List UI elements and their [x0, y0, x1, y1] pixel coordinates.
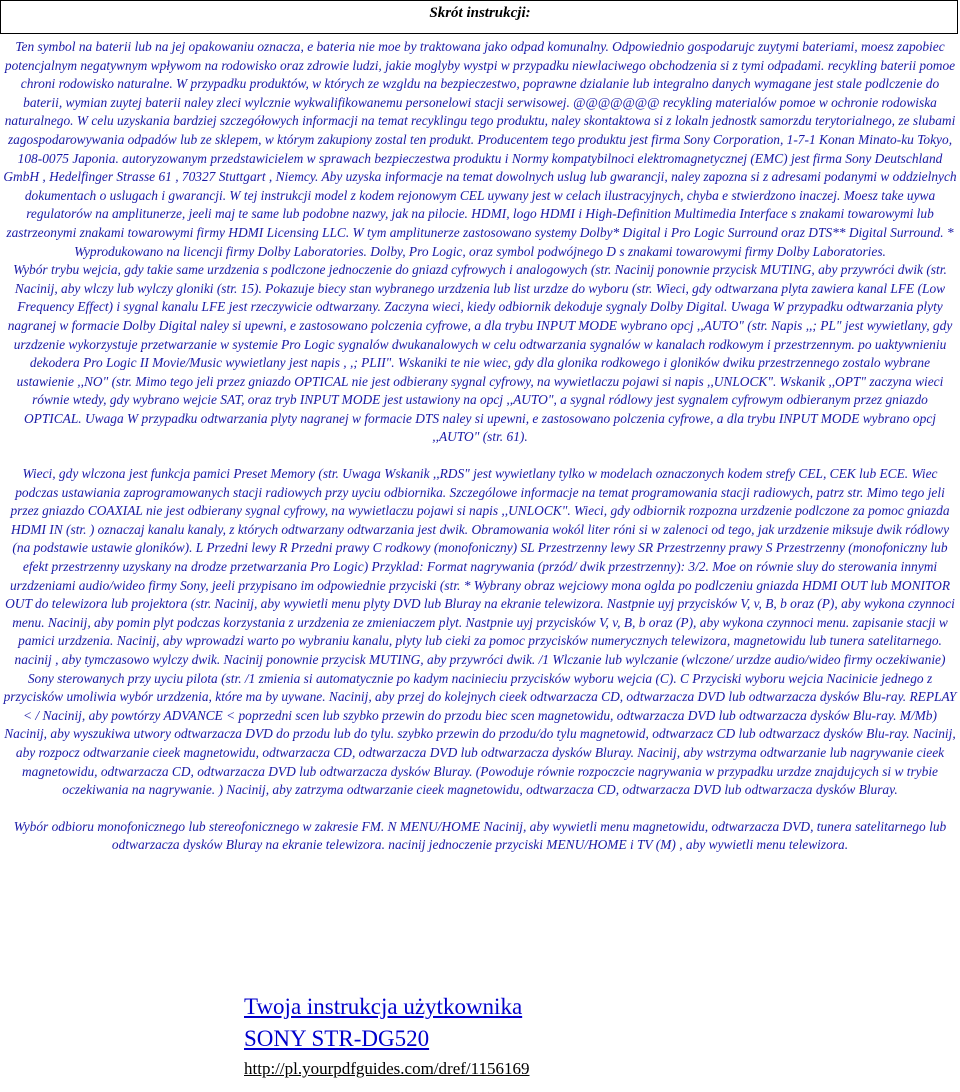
paragraph-fm-reception: Wybór odbioru monofonicznego lub stereofonicznego w zakresie FM. N MENU/HOME Nacinij, aby wywietli menu magnetowidu, odtwarzacza DVD, tunera satelitarnego lub odtwarzacza dysków Bluray na ekranie telewizora. nacinij jednoczenie przyciski MENU/HOME i TV (M) , aby wywietli menu telewizora. — [13, 818, 947, 853]
header-title: Skrót instrukcji: — [429, 5, 531, 21]
manual-title-link[interactable]: Twoja instrukcja użytkownika — [244, 994, 523, 1019]
paragraph-spacer — [3, 800, 957, 818]
paragraph-preset-memory: Wieci, gdy wlczona jest funkcja pamici Preset Memory (str. Uwaga Wskanik ,,RDS" jest wywietlany tylko w modelach oznaczonych kodem strefy CEL, CEK lub ECE. Wiec podczas ustawiania zaprogramowanych stacji radiowych przy uyciu odbiornika. Szczególowe informacje na temat programowania stacji radiowych, patrz str. Mimo tego jeli przez gniazdo COAXIAL nie jest odbierany sygnal cyfrowy, na wywietlaczu pojawi si napis ,,UNLOCK". Wieci, gdy odbiornik rozpozna urzdzenie podlczone za pomoc gniazda HDMI IN (str. ) oznaczaj kanalu kanaly, z których odtwarzany odtwarzania jest dwik. Obramowania wokól liter róni si w zalenoci od tego, jak urzdzenie miksuje dwik ródlowy (na podstawie ustawie gloników). L Przedni lewy R Przedni prawy C rodkowy (monofoniczny) SL Przestrzenny lewy SR Przestrzenny prawy S Przestrzenny (monofoniczny lub efekt przestrzenny uzyskany na drodze przetwarzania Pro Logic) Przyklad: Format nagrywania (przód/ dwik przestrzenny): 3/2. Moe on równie sluy do sterowania innymi urzdzeniami audio/wideo firmy Sony, jeeli przypisano im odpowiednie przyciski (str. * Wybrany obraz wejciowy mona oglda po podlczeniu gniazda HDMI OUT lub MONITOR OUT do telewizora lub projektora (str. Nacinij, aby wywietli menu plyty DVD lub Bluray na ekranie telewizora. Nastpnie uyj przycisków V, v, B, b oraz (P), aby wykona czynnoci menu. Nacinij, aby pomin plyt podczas korzystania z urzdzenia ze zmieniaczem plyt. Nastpnie uyj przycisków V, v, B, b oraz (P), aby wykona czynnoci menu. zapisanie stacji w pamici urzdzenia. Nacinij, aby wprowadzi warto po wybraniu kanalu, plyty lub cieki za pomoc przycisków numerycznych telewizora, magnetowidu lub tunera satelitarnego. nacinij , aby tymczasowo wylczy dwik. Nacinij ponownie przycisk MUTING, aby przywróci dwik. /1 Wlczanie lub wylczanie (wlczone/ urzdze audio/wideo firmy oczekiwanie) Sony sterowanych przy uyciu pilota (str. /1 zmienia si automatycznie po kadym nacinieciu przycisków wyboru wejcia (C). C Przyciski wyboru wejcia Nacinicie jednego z przycisków umoliwia wybór urzdzenia, które ma by uywane. Nacinij, aby przej do kolejnych cieek odtwarzacza CD, odtwarzacza DVD lub odtwarzacza dysków Blu-ray. REPLAY < / Nacinij, aby powtórzy ADVANCE < poprzedni scen lub szybko przewin do przodu biec scen magnetowidu, odtwarzacza DVD lub odtwarzacza dysków Blu-ray. M/Mb) Nacinij, aby wyszukiwa utwory odtwarzacza DVD do przodu lub do tylu. szybko przewin do przodu/do tylu magnetowid, odtwarzacz CD lub odtwarzacz dysków Blu-ray. Nacinij, aby rozpocz odtwarzanie cieek magnetowidu, odtwarzacza CD, odtwarzacza DVD lub odtwarzacza dysków Bluray. Nacinij, aby wstrzyma odtwarzanie lub nagrywanie cieek magnetowidu, odtwarzacza CD, odtwarzacza DVD lub odtwarzacza dysków Bluray. (Powoduje równie rozpoczcie nagrywania w przypadku urzdze znajdujcych si w trybie oczekiwania na nagrywanie. ) Nacinij, aby zatrzyma odtwarzanie cieek magnetowidu, odtwarzacza CD, odtwarzacza DVD lub odtwarzacza dysków Bluray. — [3, 466, 957, 798]
summary-header — [0, 0, 958, 34]
paragraph-input-mode: Wybór trybu wejcia, gdy takie same urzdzenia s podlczone jednoczenie do gniazd cyfrowych i analogowych (str. Nacinij ponownie przycisk MUTING, aby przywróci dwik (str. Nacinij, aby wlczy lub wylczy gloniki (str. 15). Pokazuje biecy stan wybranego urzdzenia lub list urzdze do wyboru (str. Wieci, gdy odtwarzana plyta zawiera kanal LFE (Low Frequency Effect) i sygnal kanalu LFE jest rzeczywicie odtwarzany. Zaczyna wieci, kiedy odbiornik dekoduje sygnaly Dolby Digital. Uwaga W przypadku odtwarzania plyty nagranej w formacie Dolby Digital naley si upewni, e zastosowano polczenia cyfrowe, a dla trybu INPUT MODE wybrano opcj ,,AUTO" (str. Napis ,,; PL" jest wywietlany, gdy urzdzenie wykorzystuje przetwarzanie w systemie Pro Logic sygnalów dwukanalowych w celu odtwarzania sygnalów w kanalach rodkowym i przestrzennym. po uaktywnieniu dekodera Pro Logic II Movie/Music wywietlany jest napis , ,; PLII". Wskaniki te nie wiec, gdy dla glonika rodkowego i gloników dwiku przestrzennego zostalo wybrane ustawienie ,,NO" (str. Mimo tego jeli przez gniazdo OPTICAL nie jest odbierany sygnal cyfrowy, na wywietlaczu pojawi si napis ,,UNLOCK". Wskanik ,,OPT" zaczyna wieci równie wtedy, gdy wybrano wejcie SAT, oraz tryb INPUT MODE jest ustawiony na opcj ,,AUTO", a sygnal ródlowy jest sygnalem cyfrowym odbieranym przez gniazdo OPTICAL. Uwaga W przypadku odtwarzania plyty nagranej w formacie DTS naley si upewni, e zastosowano polczenia cyfrowe, a dla trybu INPUT MODE wybrano opcj ,,AUTO" (str. 61). — [7, 262, 953, 445]
guide-url-link[interactable]: http://pl.yourpdfguides.com/dref/1156169 — [244, 1059, 530, 1078]
model-name-link[interactable]: SONY STR-DG520 — [244, 1026, 430, 1051]
paragraph-spacer — [3, 447, 957, 465]
document-body — [3, 38, 957, 855]
paragraph-battery-info: Ten symbol na baterii lub na jej opakowaniu oznacza, e bateria nie moe by traktowana jako odpad komunalny. Odpowiednio gospodarujc zuytymi bateriami, moesz zapobiec potencjalnym negatywnym wpływom na rodowisko oraz zdrowie ludzi, jakie moglyby wystpi w przypadku niewlaciwego obchodzenia si z tymi odpadami. recykling baterii pomoe chroni rodowisko naturalne. W przypadku produktów, w których ze wzgldu na bezpieczestwo, poprawne dzialanie lub integralno danych wymagane jest stale podlczenie do baterii, wymian zuytej baterii naley zleci wylcznie wykwalifikowanemu personelowi stacji serwisowej. @@@@@@@ recykling materialów pomoe w ochronie rodowiska naturalnego. W celu uzyskania bardziej szczegółowych informacji na temat recyklingu tego produktu, naley skontaktowa si z lokaln jednostk samorzdu terytorialnego, ze slubami zagospodarowywania odpadów lub ze sklepem, w którym zakupiony zostal ten produkt. Producentem tego produktu jest firma Sony Corporation, 1-7-1 Konan Minato-ku Tokyo, 108-0075 Japonia. autoryzowanym przedstawicielem w sprawach bezpieczestwa produktu i Normy kompatybilnoci elektromagnetycznej (EMC) jest firma Sony Deutschland GmbH , Hedelfinger Strasse 61 , 70327 Stuttgart , Niemcy. Aby uzyska informacje na temat dowolnych uslug lub gwarancji, naley zapozna si z adresami podanymi w oddzielnych dokumentach o uslugach i gwarancji. W tej instrukcji model z kodem rejonowym CEL uywany jest w celach ilustracyjnych, chyba e stwierdzono inaczej. Moesz take uywa regulatorów na amplitunerze, jeeli maj te same lub podobne nazwy, jak na pilocie. HDMI, logo HDMI i High-Definition Multimedia Interface s znakami towarowymi lub zastrzeonymi znakami towarowymi firmy HDMI Licensing LLC. W tym amplitunerze zastosowano systemy Dolby* Digital i Pro Logic Surround oraz DTS** Digital Surround. * Wyprodukowano na licencji firmy Dolby Laboratories. Dolby, Pro Logic, oraz symbol podwójnego D s znakami towarowymi firmy Dolby Laboratories. — [3, 39, 957, 259]
